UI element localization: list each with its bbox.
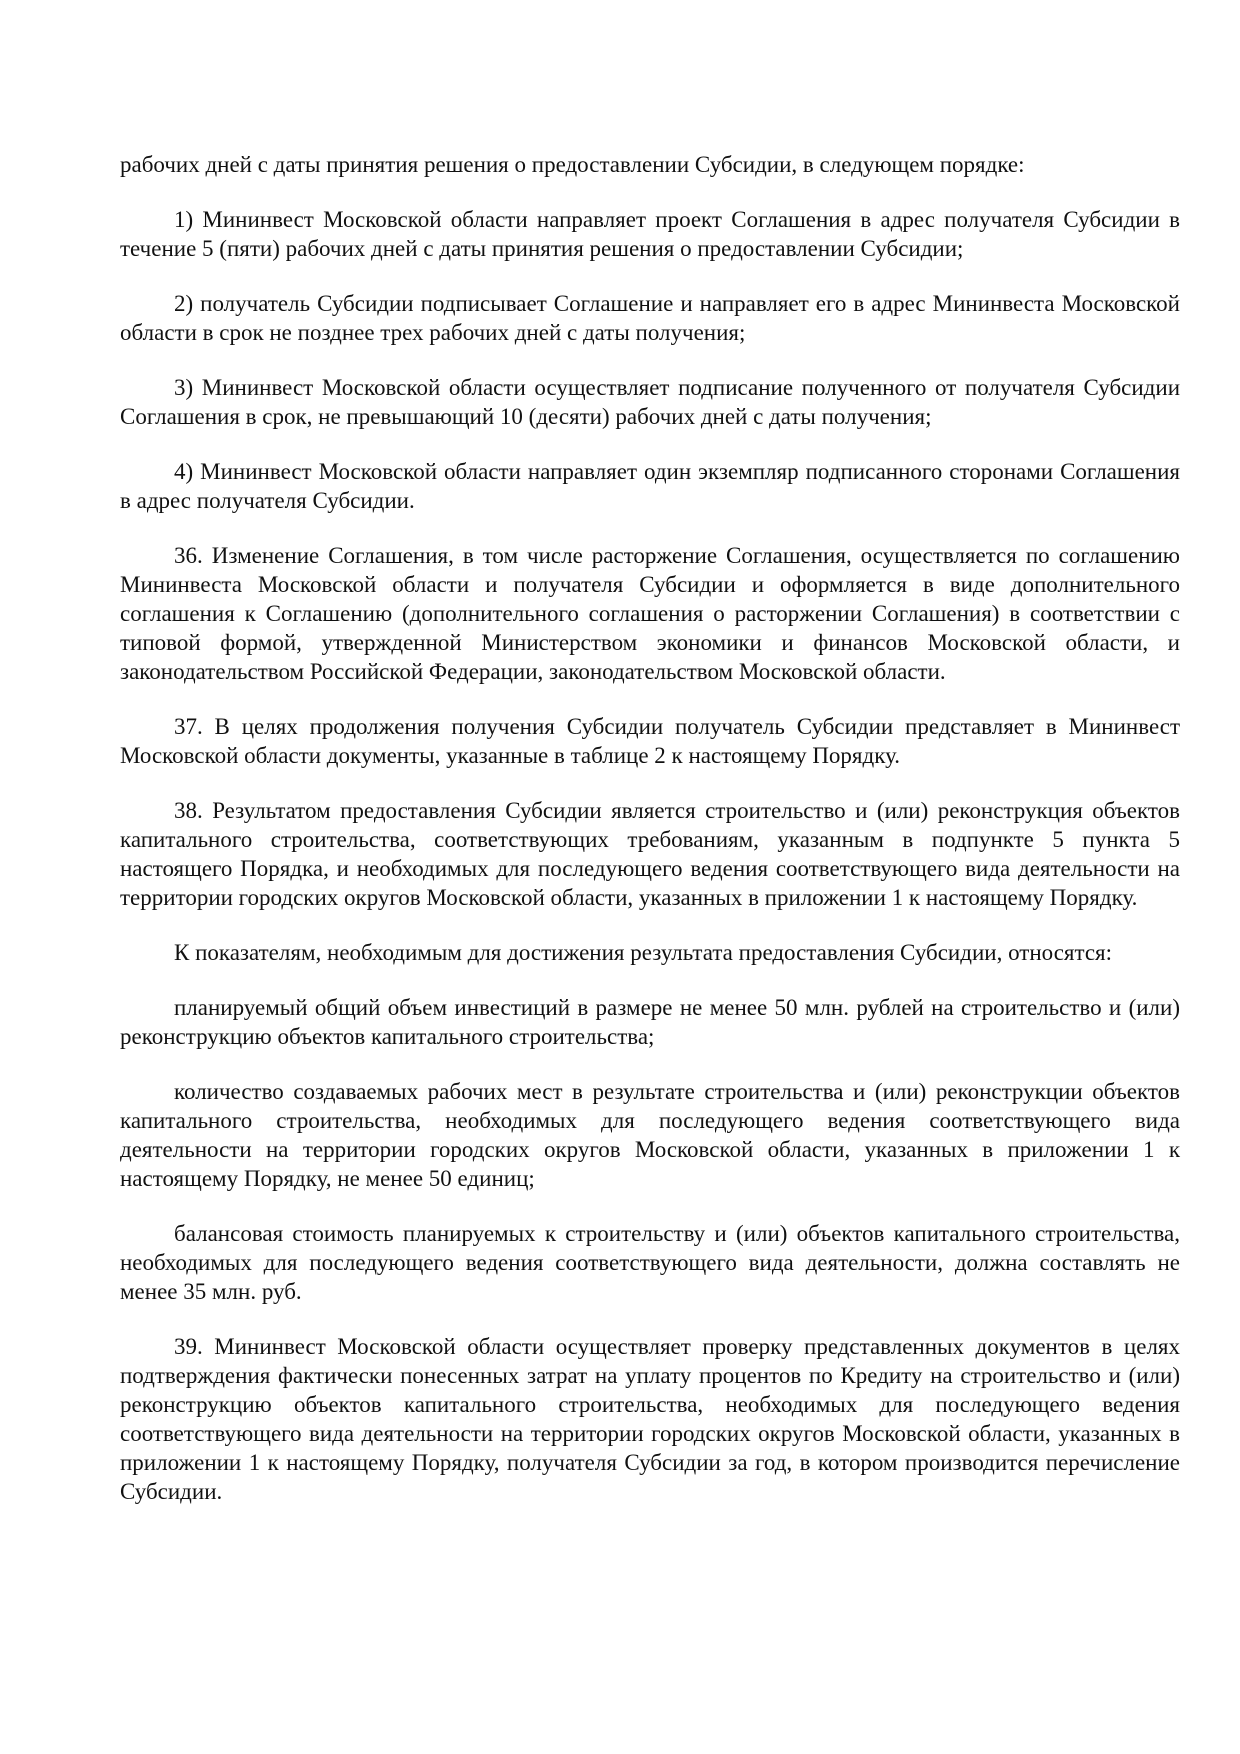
document-page [120, 150, 1180, 1532]
paragraph-36: 36. Изменение Соглашения, в том числе расторжение Соглашения, осуществляется по соглашению Мининвеста Московской области и получателя Субсидии и оформляется в виде дополнительного соглашения к Соглашению (дополнительного соглашения о расторжении Соглашения) в соответствии с типовой формой, утвержденной Министерством экономики и финансов Московской области, и законодательством Российской Федерации, законодательством Московской области. [120, 543, 1180, 684]
paragraph-step-2: 2) получатель Субсидии подписывает Соглашение и направляет его в адрес Мининвеста Московской области в срок не позднее трех рабочих дней с даты получения; [120, 291, 1180, 345]
paragraph-38: 38. Результатом предоставления Субсидии является строительство и (или) реконструкция объектов капитального строительства, соответствующих требованиям, указанным в подпункте 5 пункта 5 настоящего Порядка, и необходимых для последующего ведения соответствующего вида деятельности на территории городских округов Московской области, указанных в приложении 1 к настоящему Порядку. [120, 798, 1180, 910]
paragraph-indicator-balance-value: балансовая стоимость планируемых к строительству и (или) объектов капитального строительства, необходимых для последующего ведения соответствующего вида деятельности, должна составлять не менее 35 млн. руб. [120, 1221, 1180, 1304]
paragraph-indicators-intro: К показателям, необходимым для достижения результата предоставления Субсидии, относятся: [174, 940, 1112, 965]
paragraph-indicator-jobs: количество создаваемых рабочих мест в результате строительства и (или) реконструкции объектов капитального строительства, необходимых для последующего ведения соответствующего вида деятельности на территории городских округов Московской области, указанных в приложении 1 к настоящему Порядку, не менее 50 единиц; [120, 1079, 1180, 1191]
paragraph-continuation: рабочих дней с даты принятия решения о предоставлении Субсидии, в следующем порядке: [120, 152, 1025, 177]
paragraph-39: 39. Мининвест Московской области осуществляет проверку представленных документов в целях подтверждения фактически понесенных затрат на уплату процентов по Кредиту на строительство и (или) реконструкцию объектов капитального строительства, необходимых для последующего ведения соответствующего вида деятельности на территории городских округов Московской области, указанных в приложении 1 к настоящему Порядку, получателя Субсидии за год, в котором производится перечисление Субсидии. [120, 1334, 1180, 1504]
paragraph-step-3: 3) Мининвест Московской области осуществляет подписание полученного от получателя Субсидии Соглашения в срок, не превышающий 10 (десяти) рабочих дней с даты получения; [120, 375, 1180, 429]
paragraph-step-1: 1) Мининвест Московской области направляет проект Соглашения в адрес получателя Субсидии в течение 5 (пяти) рабочих дней с даты принятия решения о предоставлении Субсидии; [120, 207, 1180, 261]
paragraph-step-4: 4) Мининвест Московской области направляет один экземпляр подписанного сторонами Соглашения в адрес получателя Субсидии. [120, 459, 1180, 513]
paragraph-indicator-investment: планируемый общий объем инвестиций в размере не менее 50 млн. рублей на строительство и (или) реконструкцию объектов капитального строительства; [120, 995, 1180, 1049]
paragraph-37: 37. В целях продолжения получения Субсидии получатель Субсидии представляет в Мининвест Московской области документы, указанные в таблице 2 к настоящему Порядку. [120, 714, 1180, 768]
